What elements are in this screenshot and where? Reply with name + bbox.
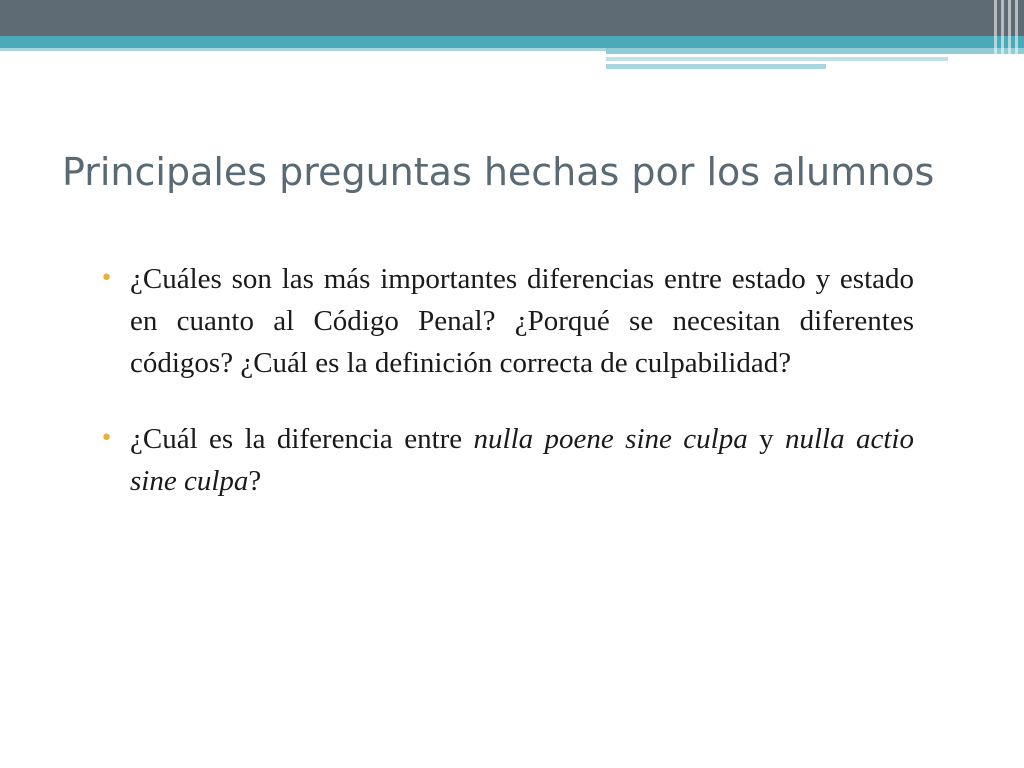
bullet-text-part: ¿Cuál es la diferencia entre	[130, 423, 474, 455]
bullet-text	[130, 418, 914, 502]
header-stripes	[990, 0, 1024, 70]
bullet-list	[100, 258, 914, 502]
slide-title: Principales preguntas hechas por los alumnos	[62, 150, 935, 194]
bullet-text: ¿Cuáles son las más importantes diferencias entre estado y estado en cuanto al Código Penal? ¿Porqué se necesitan diferentes códigos? ¿Cuál es la definición correcta de culpabilidad?	[130, 263, 914, 379]
list-item	[100, 418, 914, 502]
bullet-text-part: y	[747, 423, 785, 455]
bullet-icon: •	[100, 266, 113, 291]
latin-phrase: nulla actio sine culpa	[130, 423, 914, 497]
bullet-icon: •	[100, 426, 113, 451]
header-band-teal	[0, 36, 1024, 48]
header-band-accent	[606, 57, 948, 61]
header-band-accent	[606, 64, 826, 69]
latin-phrase: nulla poene sine culpa	[473, 423, 748, 455]
bullet-text-part: ?	[248, 465, 262, 497]
header-band-dark	[0, 0, 1024, 36]
header-band-light	[0, 48, 606, 51]
list-item	[100, 258, 914, 384]
header-band-accent	[606, 48, 1024, 54]
